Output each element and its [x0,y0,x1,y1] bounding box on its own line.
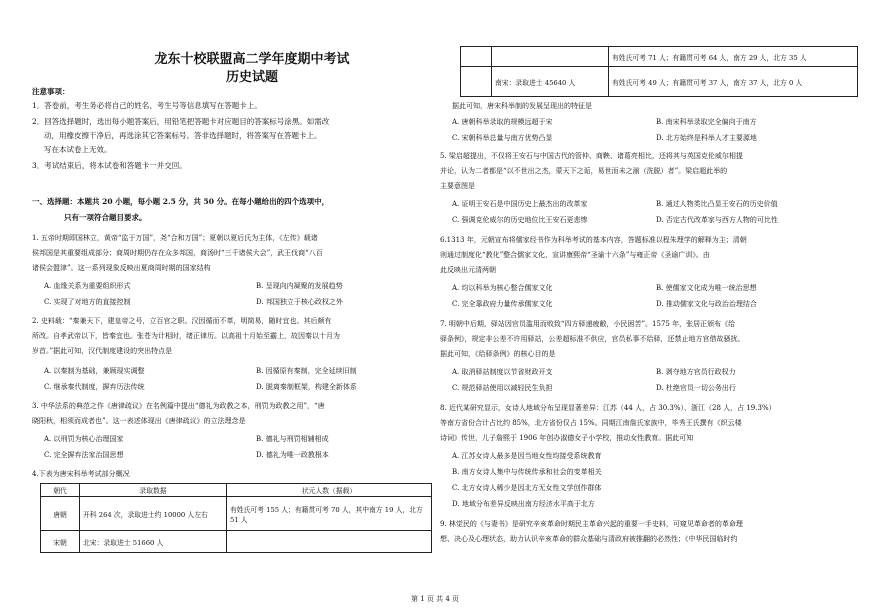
table-cell: 唐朝 [41,497,80,531]
table-cell: 北宋：录取进士 51660 人 [80,531,227,553]
q8-option-c[interactable]: C. 北方女诗人稀少是因北方无女性文学创作群体 [452,484,602,492]
note-item: 动，用橡皮擦干净后，再选涂其它答案标号。答非选择题时，将答案写在答题卡上。 [44,131,322,140]
q5-stem: 5. 梁启超提出，不仅将王安石与中国古代的管仲、商鞅、诸葛亮相比，还将其与英国克伦威尔相提 [440,152,743,160]
q6-option-d[interactable]: D. 推动儒家文化与政治治理结合 [656,300,757,308]
q4-option-d[interactable]: D. 北方始终是科举人才主要源地 [656,134,757,142]
q2-option-c[interactable]: C. 继承秦代制度，摒弃历法传统 [44,383,145,391]
table-cell: 南宋：录取进士 45640 人 [492,67,609,97]
table-header: 录取数据 [80,484,227,497]
q3-option-a[interactable]: A. 以刑罚为核心治理国家 [44,435,124,443]
q7-option-c[interactable]: C. 规范驿站使用以减轻民生负担 [452,384,553,392]
q7-option-a[interactable]: A. 取消驿站制度以节省财政开支 [452,368,553,376]
note-item: 3．考试结束后，将本试卷和答题卡一并交回。 [32,161,187,170]
section-heading-cont: 只有一项符合题目要求。 [64,213,147,222]
table-cell: 有姓氏可考 71 人；有籍贯可考 64 人，南方 29 人，北方 35 人 [609,47,858,67]
q5-stem: 主要意图是 [440,182,475,190]
q4-option-a[interactable]: A. 唐朝科举录取的规模远超于宋 [452,118,553,126]
note-item: 2．回答选择题时，选出每小题答案后，用铅笔把答题卡对应题目的答案标号涂黑。如需改 [32,117,330,126]
q4-stem: 4.下表为唐宋科举考试部分概况 [32,470,130,478]
q8-stem: 8. 近代某研究显示，女诗人地域分布呈现显著差异：江苏（44 人，占 30.3%）、浙江（28 人，占 19.3%） [440,404,776,412]
q3-option-d[interactable]: D. 德礼为唯一政教根本 [256,451,329,459]
q7-option-b[interactable]: B. 剥夺地方官员行政权力 [656,368,736,376]
q4-question: 据此可知，唐宋科举制的发展呈现出的特征是 [452,102,592,110]
q1-stem: 1. 五帝时期即国林立，黄帝“监于万国”，尧“合和万国”；夏朝以夏后氏为主体，《左传》载诸 [32,234,318,242]
q6-stem: 6.1313 年，元朝宣布将儒家经书作为科举考试的基本内容，答题标准以程朱理学的解释为主；清朝 [440,236,747,244]
q5-option-b[interactable]: B. 通过人物类比凸显王安石的历史价值 [656,200,778,208]
table-cell: 有姓氏可考 49 人；有籍贯可考 37 人，南方 37 人，北方 0 人 [609,67,858,97]
q1-option-b[interactable]: B. 呈现向内凝聚的发展趋势 [256,282,343,290]
q4-table-continued [460,46,858,97]
q5-option-c[interactable]: C. 强调克伦威尔的历史地位比王安石更悲惨 [452,216,588,224]
q6-stem: 则通过制度化“教化”整合儒家文化，宣讲康熙帝“圣谕十六条”与雍正帝《圣谕广训》。由 [440,251,710,259]
q5-option-d[interactable]: D. 否定古代改革家与西方人物的可比性 [656,216,778,224]
q4-option-c[interactable]: C. 宋朝科举总量与南方优势凸显 [452,134,553,142]
q2-stem: 岁首。”据此可知，汉代制度建设的突出特点是 [32,347,173,355]
exam-subject: 历史试题 [225,70,278,85]
q5-option-a[interactable]: A. 证明王安石是中国历史上最杰出的改革家 [452,200,588,208]
q3-option-b[interactable]: B. 德礼与刑罚相辅相成 [256,435,329,443]
exam-title: 龙东十校联盟高二学年度期中考试 [154,52,350,67]
q6-option-c[interactable]: C. 完全靠政府力量传承儒家文化 [452,300,553,308]
q6-option-a[interactable]: A. 均以科举为核心整合儒家文化 [452,284,553,292]
table-header: 朝代 [41,484,80,497]
q1-option-a[interactable]: A. 血缘关系为重要组织形式 [44,282,131,290]
q9-stem: 9. 林觉民的《与妻书》是研究辛亥革命时期民主革命兴起的重要一手史料，可窥见革命者的革命理 [440,520,743,528]
table-header: 状元人数（据载） [227,484,432,497]
q8-option-a[interactable]: A. 江苏女诗人最多是因当地女性均接受系统教育 [452,452,602,460]
q4-option-b[interactable]: B. 南宋科举录取完全偏向于南方 [656,118,757,126]
q9-stem: 想、决心及心理状态，助力认识辛亥革命的群众基础与清政府被推翻的必然性；《中华民国临时约 [440,535,738,543]
page-footer: 第 1 页 共 4 页 [410,595,460,603]
q1-option-c[interactable]: C. 实现了对地方的直接控制 [44,298,131,306]
q8-option-b[interactable]: B. 南方女诗人集中与传统传承和社会的变革相关 [452,468,602,476]
q6-option-b[interactable]: B. 使儒家文化成为唯一统治思想 [656,284,757,292]
q7-option-d[interactable]: D. 杜绝官员一切公务出行 [656,384,736,392]
q3-stem: 3. 中华法系的典范之作《唐律疏议》在名例篇中提出“德礼为政教之本，刑罚为政教之用”，“唐 [32,402,325,410]
q8-stem: 诗词》传世，儿子詹熙于 1906 年创办淑德女子小学校，推动女性教育。据此可知 [440,434,694,442]
q1-stem: 诸侯会盟津”。这一系列现象反映出夏商周时期的国家结构 [32,264,211,272]
table-cell [227,531,432,553]
q2-option-a[interactable]: A. 以秦制为基础，兼顾现实调整 [44,367,145,375]
table-cell: 开科 264 次，录取进士约 10000 人左右 [80,497,227,531]
table-cell: 有姓氏可考 155 人；有籍贯可考 70 人，其中南方 19 人，北方 51 人 [227,497,432,531]
note-item: 写在本试卷上无效。 [44,145,112,154]
q3-stem: 晓阳秋，相须而成者也”。这一表述体现出《唐律疏议》的立法理念是 [32,417,246,425]
note-item: 1．答卷前，考生务必将自己的姓名、考生号等信息填写在答题卡上。 [32,101,262,110]
q2-stem: 2. 史料载：“秦兼天下，建皇帝之号，立百官之职。汉因循而不革，明简易，随时宜也。其后颇有 [32,317,332,325]
q7-stem: 7. 明朝中后期，驿站因官员滥用而败致“四方驿递疲敝，小民困苦”。1575 年，张居正颁布《给 [440,320,736,328]
q6-stem: 此反映出元清两朝 [440,266,496,274]
q4-table [40,483,432,553]
q7-stem: 据此可知，《给驿条例》的核心目的是 [440,350,556,358]
q7-stem: 驿条例》，规定非公差不许用驿站，公差超标准不供应，官员私事不给驿，还禁止地方官借故骚扰。 [440,335,745,343]
q2-option-b[interactable]: B. 因循原有秦制，完全延续旧制 [256,367,357,375]
q5-stem: 并论，认为二者都是“以不世出之杰，蒙天下之诟，易世而未之湔（洗脱）者”。梁启超此举的 [440,167,728,175]
q2-stem: 所改。自孝武帝以下，皆秦宜也。张苍为计相时，绪正律历。以高祖十月始至霸上，故因秦以十月为 [32,332,340,340]
section-heading: 一、选择题：本题共 20 小题，每小题 2.5 分，共 50 分。在每小题给出的四个选项中， [32,197,330,206]
q1-stem: 侯邦国是其重要组成部分；商周时期仍存在众多邦国，商汤时“三千诸侯大会”，武王伐商“八百 [32,249,323,257]
q2-option-d[interactable]: D. 脱离秦制框架，构建全新体系 [256,383,357,391]
q8-stem: 等南方省份合计占比约 85%，北方省份仅占 15%。同期江南詹氏家族中，毕秀王氏撰有《织云楼 [440,419,742,427]
notes-label: 注意事项： [32,87,70,96]
table-cell: 宋朝 [41,531,80,553]
q8-option-d[interactable]: D. 地域分布差异反映出南方经济水平高于北方 [452,500,595,508]
q1-option-d[interactable]: D. 邦国独立于核心政权之外 [256,298,343,306]
q3-option-c[interactable]: C. 完全摒弃法家治国思想 [44,451,124,459]
